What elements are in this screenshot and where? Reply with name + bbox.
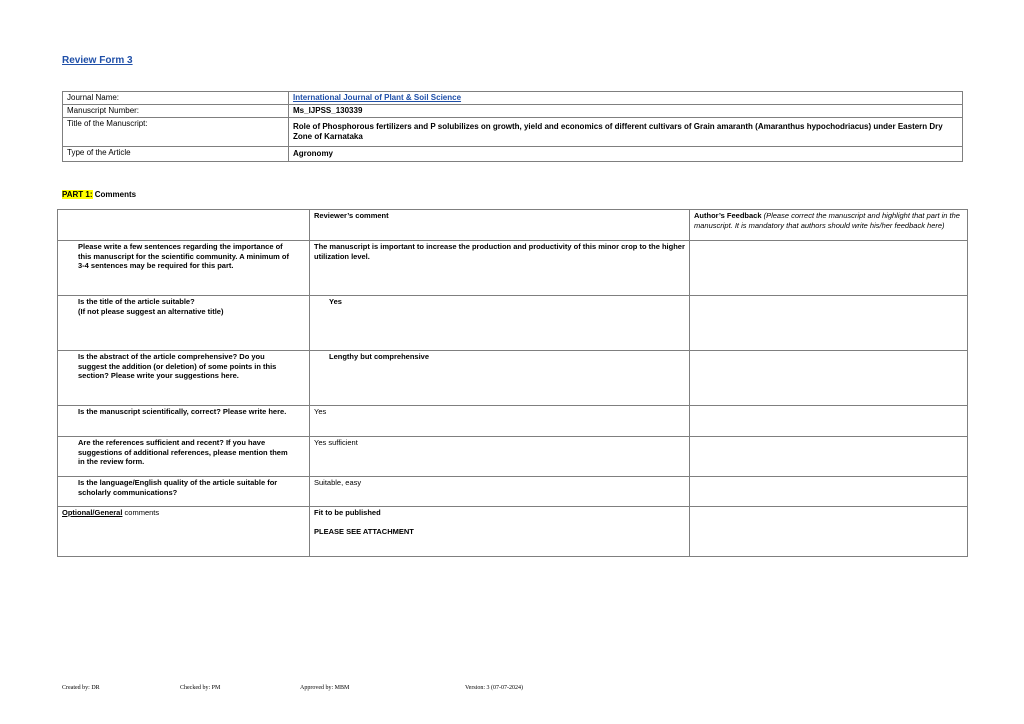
manuscript-number-value: Ms_IJPSS_130339	[289, 105, 963, 118]
optional-comment-line2: PLEASE SEE ATTACHMENT	[314, 526, 414, 536]
part1-heading	[62, 190, 136, 199]
article-type-row	[63, 147, 963, 162]
reviewer-comment-language: Suitable, easy	[310, 477, 690, 507]
reviewer-comment-optional	[310, 507, 690, 557]
comment-row-references	[58, 437, 968, 477]
footer-version: Version: 3 (07-07-2024)	[465, 685, 523, 691]
manuscript-number-row	[63, 105, 963, 118]
author-feedback-references[interactable]	[690, 437, 968, 477]
author-feedback-importance[interactable]	[690, 241, 968, 296]
optional-general-suffix: comments	[122, 508, 160, 517]
page-title: Review Form 3	[62, 55, 133, 66]
question-title-text: Is the title of the article suitable? (If not please suggest an alternative title)	[78, 297, 224, 316]
reviewer-comment-scientific: Yes	[310, 406, 690, 437]
author-feedback-scientific[interactable]	[690, 406, 968, 437]
comment-row-scientific	[58, 406, 968, 437]
author-feedback-title-cell[interactable]	[690, 296, 968, 351]
question-language: Is the language/English quality of the article suitable for scholarly communications?	[58, 477, 310, 507]
author-feedback-note: (Please correct the manuscript and highlight that part in the manuscript. It is mandatory that authors should write his/her feedback here)	[694, 211, 960, 230]
reviewer-comment-title: Yes	[310, 296, 690, 351]
optional-general-text: Optional/General	[62, 508, 123, 517]
journal-name-label: Journal Name:	[63, 92, 289, 105]
reviewer-comment-importance: The manuscript is important to increase the production and productivity of this minor crop to the higher utilization level.	[310, 241, 690, 296]
comment-row-language	[58, 477, 968, 507]
journal-name-link[interactable]: International Journal of Plant & Soil Science	[293, 93, 462, 102]
reviewer-comment-abstract: Lengthy but comprehensive	[310, 351, 690, 406]
comments-header-row	[58, 210, 968, 241]
optional-general-label	[58, 507, 310, 557]
comment-row-importance	[58, 241, 968, 296]
journal-name-row	[63, 92, 963, 105]
comment-row-title	[58, 296, 968, 351]
footer-checked-by: Checked by: PM	[180, 685, 221, 691]
part1-suffix: Comments	[92, 190, 137, 199]
author-feedback-optional[interactable]	[690, 507, 968, 557]
header-blank-cell	[58, 210, 310, 241]
part1-label: PART 1:	[62, 190, 93, 199]
reviewer-comment-references: Yes sufficient	[310, 437, 690, 477]
reviewer-comment-header: Reviewer’s comment	[310, 210, 690, 241]
question-importance: Please write a few sentences regarding the importance of this manuscript for the scientific community. A minimum of 3-4 sentences may be required for this part.	[58, 241, 310, 296]
article-type-value: Agronomy	[289, 147, 963, 162]
author-feedback-header	[690, 210, 968, 241]
question-references: Are the references sufficient and recent? If you have suggestions of additional references, please mention them in the review form.	[58, 437, 310, 477]
author-feedback-abstract[interactable]	[690, 351, 968, 406]
question-title	[58, 296, 310, 351]
question-abstract: Is the abstract of the article comprehensive? Do you suggest the addition (or deletion) of some points in this section? Please write your suggestions here.	[58, 351, 310, 406]
comment-row-optional	[58, 507, 968, 557]
comments-table	[57, 209, 968, 557]
author-feedback-title: Author’s Feedback	[694, 211, 762, 220]
manuscript-info-table	[62, 91, 963, 162]
manuscript-title-row	[63, 118, 963, 147]
question-scientific: Is the manuscript scientifically, correct? Please write here.	[58, 406, 310, 437]
article-type-label: Type of the Article	[63, 147, 289, 162]
footer-approved-by: Approved by: MBM	[300, 685, 350, 691]
manuscript-title-label: Title of the Manuscript:	[63, 118, 289, 147]
optional-comment-line1: Fit to be published	[314, 508, 381, 517]
manuscript-number-label: Manuscript Number:	[63, 105, 289, 118]
manuscript-title-value: Role of Phosphorous fertilizers and P solubilizes on growth, yield and economics of different cultivars of Grain amaranth (Amaranthus hypochodriacus) under Eastern Dry Zone of Karnataka	[289, 118, 963, 147]
author-feedback-language[interactable]	[690, 477, 968, 507]
footer-created-by: Created by: DR	[62, 685, 100, 691]
comment-row-abstract	[58, 351, 968, 406]
